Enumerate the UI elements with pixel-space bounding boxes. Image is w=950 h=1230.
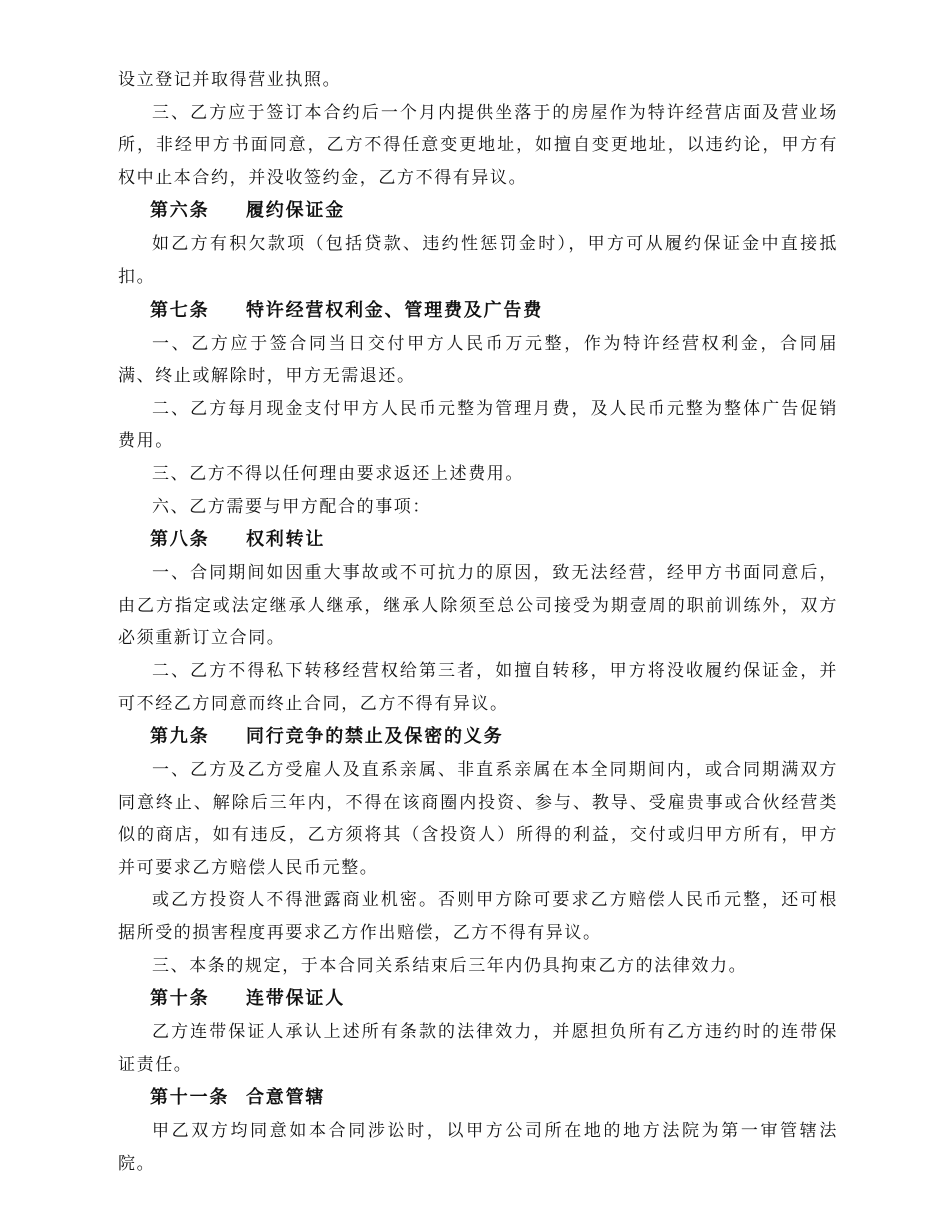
paragraph-joint-guarantor: 乙方连带保证人承认上述所有条款的法律效力，并愿担负所有乙方违约时的连带保证责任。 [118,1022,838,1075]
article-10-heading [118,982,838,1016]
paragraph-no-refund: 三、乙方不得以任何理由要求返还上述费用。 [152,463,524,484]
article-7-title: 特许经营权利金、管理费及广告费 [246,299,543,321]
article-9-number: 第九条 [150,726,210,748]
article-11-heading [118,1081,838,1115]
article-6-number: 第六条 [150,200,210,222]
paragraph-management-fee: 二、乙方每月现金支付甲方人民币元整为管理月费，及人民币元整为整体广告促销费用。 [118,398,838,452]
article-7-number: 第七条 [150,299,210,321]
paragraph-non-compete: 一、乙方及乙方受雇人及直系亲属、非直系亲属在本全同期间内，或合同期满双方同意终止、解除后三年内，不得在该商圈内投资、参与、教导、受雇贵事或合伙经营类似的商店，如有违反，乙方须将其（含投资人）所得的利益，交付或归甲方所有，甲方并可要求乙方赔偿人民币元整。 [118,760,838,878]
paragraph-confidentiality: 或乙方投资人不得泄露商业机密。否则甲方除可要求乙方赔偿人民币元整，还可根据所受的损害程度再要求乙方作出赔偿，乙方不得有异议。 [118,890,838,944]
article-11-title: 合意管辖 [246,1087,326,1109]
article-10-number: 第十条 [150,988,210,1010]
article-9-title: 同行竞争的禁止及保密的义务 [246,726,504,748]
article-7-heading [118,294,838,328]
contract-page [118,64,838,1181]
paragraph-cooperation-items: 六、乙方需要与甲方配合的事项： [152,496,431,517]
paragraph-franchise-fee: 一、乙方应于签合同当日交付甲方人民币万元整，作为特许经营权利金，合同届满、终止或解除时，甲方无需退还。 [118,333,838,387]
article-6-heading [118,194,838,228]
article-11-number: 第十一条 [150,1087,230,1109]
article-8-title: 权利转让 [246,529,326,551]
paragraph-business-license: 设立登记并取得营业执照。 [118,70,342,90]
paragraph-store-premises: 三、乙方应于签订本合约后一个月内提供坐落于的房屋作为特许经营店面及营业场所，非经甲方书面同意，乙方不得任意变更地址，如擅自变更地址，以违约论，甲方有权中止本合约，并没收签约金，乙方不得有异议。 [118,102,838,188]
paragraph-transfer-prohibited: 二、乙方不得私下转移经营权给第三者，如擅自转移，甲方将没收履约保证金，并可不经乙方同意而终止合同，乙方不得有异议。 [118,660,838,714]
paragraph-inheritance: 一、合同期间如因重大事故或不可抗力的原因，致无法经营，经甲方书面同意后，由乙方指定或法定继承人继承，继承人除须至总公司接受为期壹周的职前训练外，双方必须重新订立合同。 [118,563,838,649]
article-10-title: 连带保证人 [246,988,345,1010]
article-8-number: 第八条 [150,529,210,551]
paragraph-deposit-deduction: 如乙方有积欠款项（包括贷款、违约性惩罚金时），甲方可从履约保证金中直接抵扣。 [118,234,838,287]
paragraph-jurisdiction: 甲乙双方均同意如本合同涉讼时，以甲方公司所在地的地方法院为第一审管辖法院。 [118,1121,838,1175]
article-8-heading [118,523,838,557]
article-9-heading [118,720,838,754]
article-6-title: 履约保证金 [246,200,345,222]
paragraph-three-year-effect: 三、本条的规定，于本合同关系结束后三年内仍具拘束乙方的法律效力。 [152,955,748,976]
